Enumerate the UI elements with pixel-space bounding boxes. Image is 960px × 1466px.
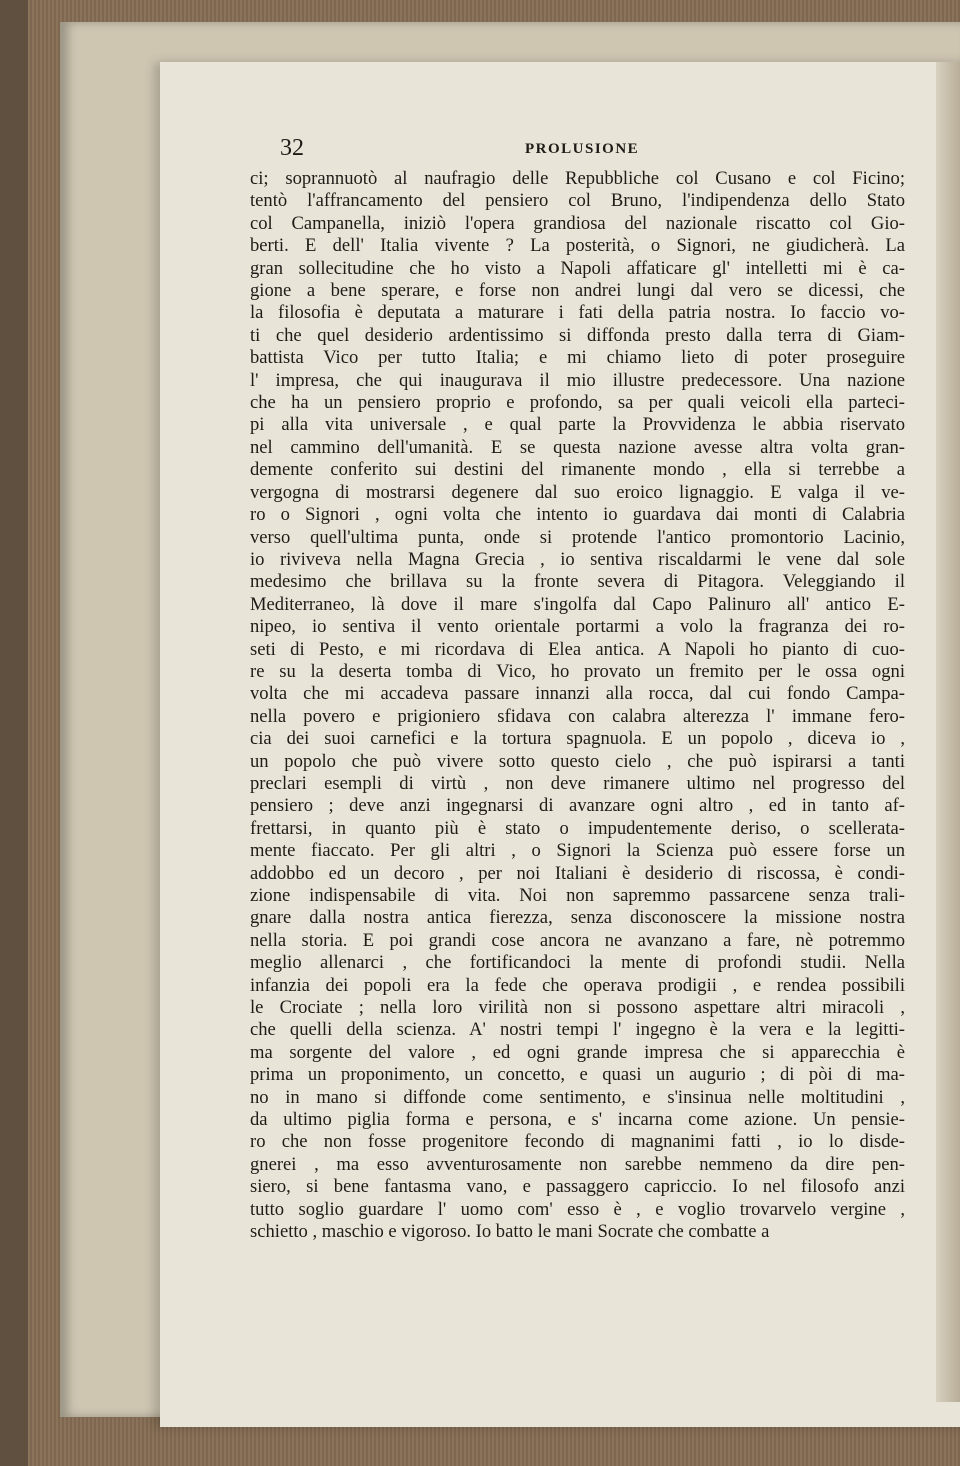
text-line: ro o Signori , ogni volta che intento io guardava dai monti di Calabria <box>250 504 905 526</box>
text-line: Mediterraneo, là dove il mare s'ingolfa dal Capo Palinuro all' antico E- <box>250 593 905 615</box>
text-line: prima un proponimento, un concetto, e quasi un augurio ; di pòi di ma- <box>250 1064 905 1086</box>
text-line: ti che quel desiderio ardentissimo si diffonda presto dalla terra di Giam- <box>250 324 905 346</box>
page-edge <box>936 62 960 1402</box>
text-line: verso quell'ultima punta, onde si protende l'antico promontorio Lacinio, <box>250 526 905 548</box>
text-line: l' impresa, che qui inaugurava il mio illustre predecessore. Una nazione <box>250 369 905 391</box>
text-line: pi alla vita universale , e qual parte la Provvidenza le abbia riservato <box>250 414 905 436</box>
text-line: re su la deserta tomba di Vico, ho provato un fremito per le ossa ogni <box>250 660 905 682</box>
text-line: gran sollecitudine che ho visto a Napoli affaticare gl' intelletti mi è ca- <box>250 257 905 279</box>
text-line: medesimo che brillava su la fronte severa di Pitagora. Veleggiando il <box>250 571 905 593</box>
text-line: tutto soglio guardare l' uomo com' esso è , e voglio trovarvelo vergine , <box>250 1198 905 1220</box>
text-line: siero, si bene fantasma vano, e passaggero capriccio. Io nel filosofo anzi <box>250 1176 905 1198</box>
text-line: col Campanella, iniziò l'opera grandiosa del nazionale riscatto col Gio- <box>250 212 905 234</box>
text-line: gnare dalla nostra antica fierezza, senza disconoscere la missione nostra <box>250 907 905 929</box>
text-line: schietto , maschio e vigoroso. Io batto le mani Socrate che combatte a <box>250 1221 770 1243</box>
text-line: io riviveva nella Magna Grecia , io sentiva riscaldarmi le vene dal sole <box>250 548 905 570</box>
text-line: nel cammino dell'umanità. E se questa nazione avesse altra volta gran- <box>250 436 905 458</box>
text-line: tentò l'affrancamento del pensiero col Bruno, l'indipendenza dello Stato <box>250 190 905 212</box>
text-line: volta che mi accadeva passare innanzi alla rocca, dal cui fondo Campa- <box>250 683 905 705</box>
text-line: nella storia. E poi grandi cose ancora ne avanzano a fare, nè potremmo <box>250 929 905 951</box>
text-line: gione a bene sperare, e forse non andrei lungi dal vero se dicessi, che <box>250 280 905 302</box>
text-line: nella povero e prigioniero sfidava con calabra alterezza l' immane fero- <box>250 705 905 727</box>
running-title: PROLUSIONE <box>525 141 640 157</box>
text-line: zione indispensabile di vita. Noi non sapremmo passarcene senza trali- <box>250 885 905 906</box>
text-line: la filosofia è deputata a maturare i fati della patria nostra. Io faccio vo- <box>250 302 905 324</box>
text-line: pensiero ; deve anzi ingegnarsi di avanzare ogni altro , ed in tanto af- <box>250 795 905 817</box>
text-line: preclari esempli di virtù , non deve rimanere ultimo nel progresso del <box>250 772 905 794</box>
text-line: battista Vico per tutto Italia; e mi chiamo lieto di poter proseguire <box>250 347 905 369</box>
text-line: ro che non fosse progenitore fecondo di magnanimi fatti , io lo disde- <box>250 1131 905 1153</box>
body-text <box>250 168 905 1244</box>
text-line: berti. E dell' Italia vivente ? La posterità, o Signori, ne giudicherà. La <box>250 235 905 257</box>
text-line: nipeo, io sentiva il vento orientale portarmi a volo la fragranza dei ro- <box>250 616 905 638</box>
text-line: demente conferito sui destini del rimanente mondo , ella si terrebbe a <box>250 459 905 481</box>
text-line: un popolo che può vivere sotto questo cielo , che può ispirarsi a tanti <box>250 750 905 772</box>
text-line: ma sorgente del valore , ed ogni grande impresa che si apparecchia è <box>250 1041 905 1063</box>
text-line: mente fiaccato. Per gli altri , o Signori la Scienza può essere forse un <box>250 840 905 862</box>
text-line: infanzia dei popoli era la fede che operava prodigii , e rendea possibili <box>250 974 905 996</box>
text-line: da ultimo piglia forma e persona, e s' incarna come azione. Un pensie- <box>250 1109 905 1131</box>
text-line: che ha un pensiero proprio e profondo, sa per quali veicoli ella parteci- <box>250 392 905 414</box>
text-line: frettarsi, in quanto più è stato o impudentemente deriso, o scellerata- <box>250 817 905 839</box>
text-line: seti di Pesto, e mi ricordava di Elea antica. A Napoli ho pianto di cuo- <box>250 638 905 660</box>
text-line: le Crociate ; nella loro virilità non si possono aspettare altri miracoli , <box>250 997 905 1019</box>
page-number: 32 <box>280 135 304 161</box>
text-line: ci; soprannuotò al naufragio delle Repubbliche col Cusano e col Ficino; <box>250 168 905 189</box>
text-line: cia dei suoi carnefici e la tortura spagnuola. E un popolo , diceva io , <box>250 728 905 750</box>
text-line: meglio allenarci , che fortificandoci la mente di profondi studii. Nella <box>250 952 905 974</box>
text-line: che quelli della scienza. A' nostri tempi l' ingegno è la vera e la legitti- <box>250 1019 905 1041</box>
text-line: addobbo ed un decoro , per noi Italiani è desiderio di riscossa, è condi- <box>250 862 905 884</box>
text-line: no in mano si diffonde come sentimento, e s'insinua nelle moltitudini , <box>250 1086 905 1108</box>
text-line: gnerei , ma esso avventurosamente non sarebbe nemmeno da dire pen- <box>250 1153 905 1175</box>
page-header <box>280 135 910 165</box>
text-line: vergogna di mostrarsi degenere dal suo eroico lignaggio. E valga il ve- <box>250 481 905 503</box>
